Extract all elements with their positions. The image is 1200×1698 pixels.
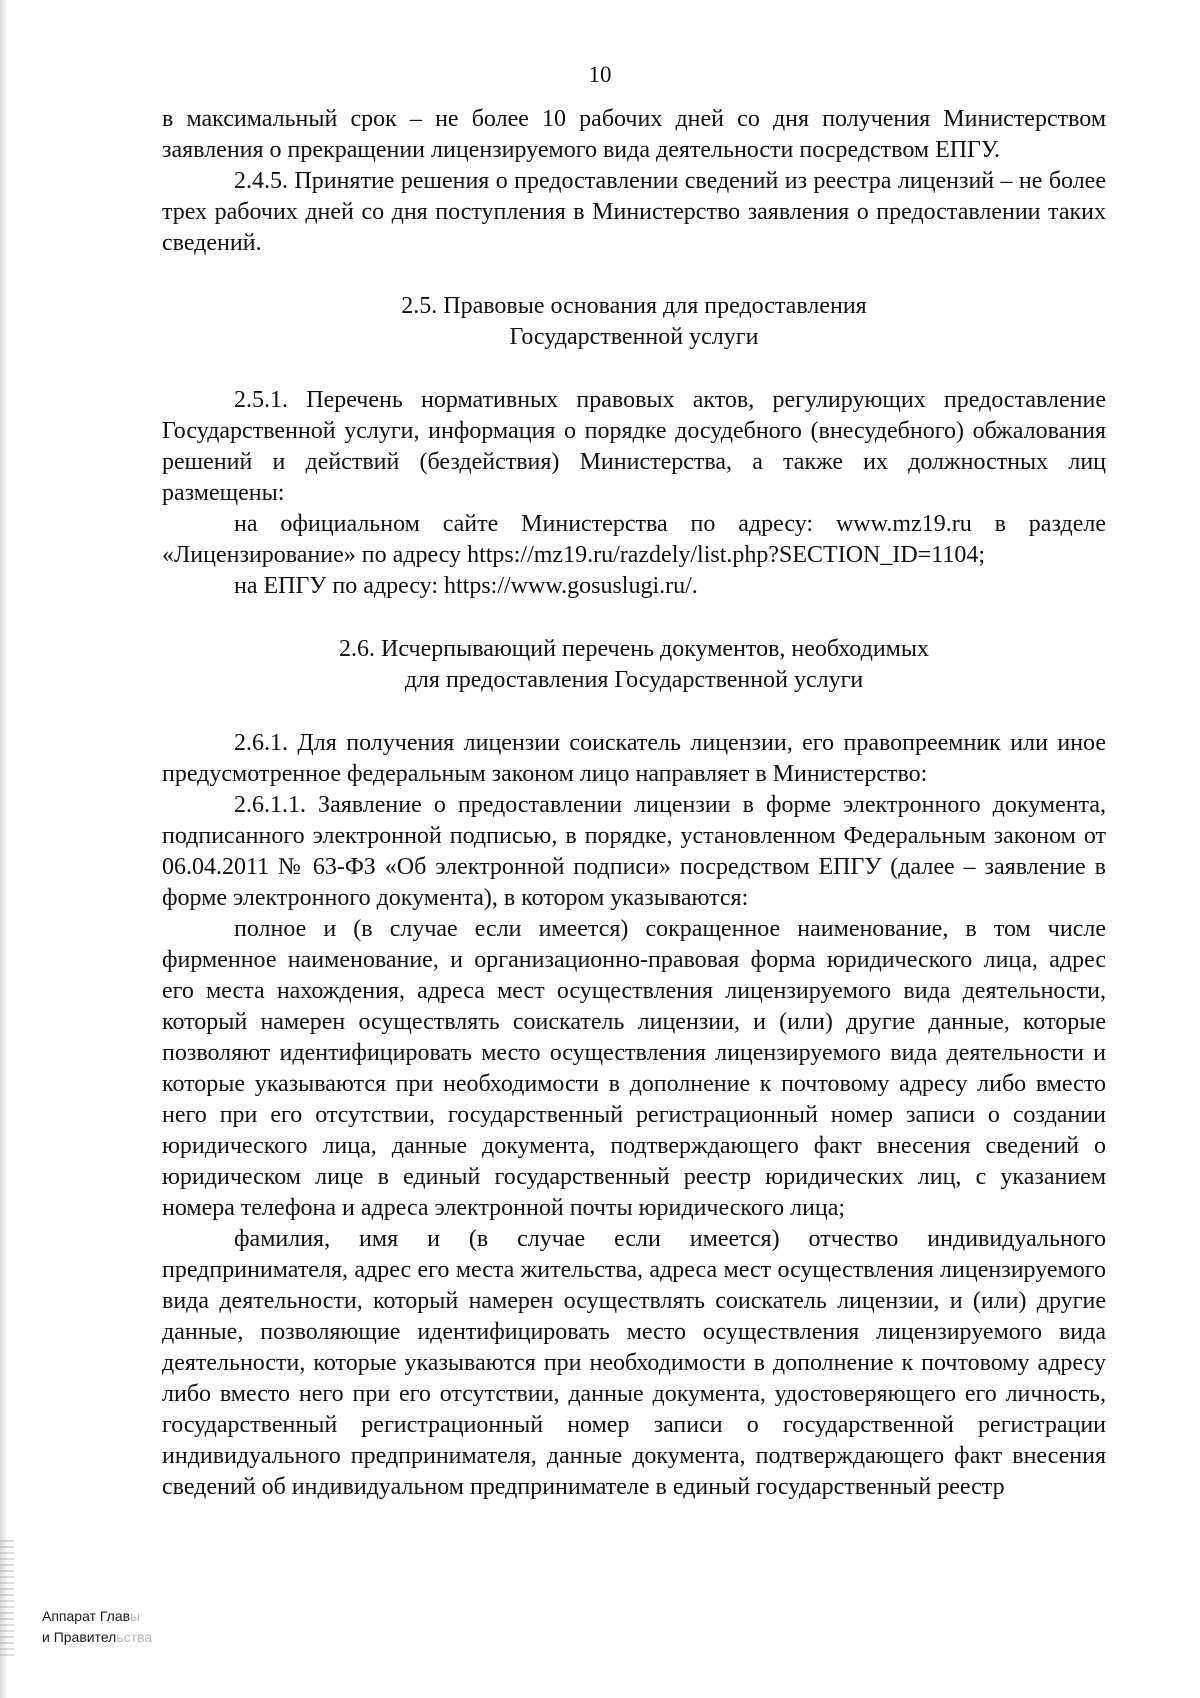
scan-noise (0, 1540, 14, 1660)
section-heading-2-5-line2: Государственной услуги (509, 324, 759, 350)
section-heading-2-6-line2: для предоставления Государственной услуги (404, 667, 864, 693)
paragraph-individual-entrepreneur: фамилия, имя и (в случае если имеется) отчество индивидуального предпринимателя, адрес его места жительства, адреса мест осуществления лицензируемого вида деятельности, который намерен осуществлять соискатель лицензии, и (или) другие данные, позволяющие идентифицировать место осуществления лицензируемого вида деятельности, которые указываются при необходимости в дополнение к почтовому адресу либо вместо него при его отсутствии, данные документа, удостоверяющего его личность, государственный регистрационный номер записи о государственной регистрации индивидуального предпринимателя, данные документа, подтверждающего факт внесения сведений об индивидуальном предпринимателе в единый государственный реестр (162, 1226, 1106, 1500)
paragraph-2-5-1: 2.5.1. Перечень нормативных правовых актов, регулирующих предоставление Государственной услуги, информация о порядке досудебного (внесудебного) обжалования решений и действий (бездействия) Министерства, а также их должностных лиц размещены: (162, 387, 1106, 506)
page-number: 10 (588, 62, 612, 87)
paragraph-2-6-1-1: 2.6.1.1. Заявление о предоставлении лицензии в форме электронного документа, подписанного электронной подписью, в порядке, установленном Федеральным законом от 06.04.2011 № 63-ФЗ «Об электронной подписи» посредством ЕПГУ (далее – заявление в форме электронного документа), в котором указываются: (162, 792, 1106, 911)
section-heading-2-5 (162, 291, 1106, 353)
paragraph-legal-entity: полное и (в случае если имеется) сокращенное наименование, в том числе фирменное наименование, и организационно-правовая форма юридического лица, адрес его места нахождения, адреса мест осуществления лицензируемого вида деятельности, который намерен осуществлять соискатель лицензии, и (или) другие данные, которые позволяют идентифицировать место осуществления лицензируемого вида деятельности и которые указываются при необходимости в дополнение к почтовому адресу либо вместо него при его отсутствии, государственный регистрационный номер записи о создании юридического лица, данные документа, подтверждающего факт внесения сведений о юридическом лице в единый государственный реестр юридических лиц, с указанием номера телефона и адреса электронной почты юридического лица; (162, 916, 1106, 1221)
section-heading-2-6 (162, 634, 1106, 696)
paragraph-2-6-1: 2.6.1. Для получения лицензии соискатель лицензии, его правопреемник или иное предусмотренное федеральным законом лицо направляет в Министерство: (162, 730, 1106, 787)
paragraph-2-5-1-epgu: на ЕПГУ по адресу: https://www.gosuslugi.ru/. (234, 573, 698, 599)
stamp-line1: Аппарат Главы (42, 1608, 141, 1624)
office-stamp (42, 1606, 152, 1648)
stamp-line2: и Правительства (42, 1629, 153, 1645)
paragraph-2-4-4-tail: в максимальный срок – не более 10 рабочих дней со дня получения Министерством заявления о прекращении лицензируемого вида деятельности посредством ЕПГУ. (162, 106, 1106, 163)
section-heading-2-6-line1: 2.6. Исчерпывающий перечень документов, необходимых (339, 636, 929, 662)
paragraph-2-5-1-site: на официальном сайте Министерства по адресу: www.mz19.ru в разделе «Лицензирование» по адресу https://mz19.ru/razdely/list.php?SECTION_ID=1104; (162, 511, 1106, 568)
section-heading-2-5-line1: 2.5. Правовые основания для предоставления (401, 293, 867, 319)
scan-left-edge (0, 0, 8, 1698)
document-body (162, 104, 1106, 1503)
paragraph-2-4-5: 2.4.5. Принятие решения о предоставлении сведений из реестра лицензий – не более трех рабочих дней со дня поступления в Министерство заявления о предоставлении таких сведений. (162, 168, 1106, 256)
